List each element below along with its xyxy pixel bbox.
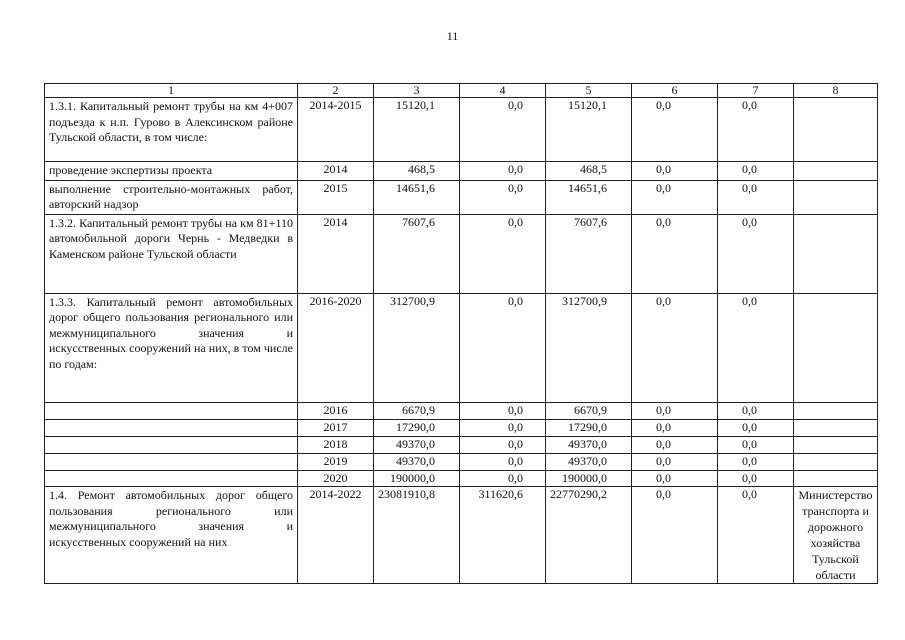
- row-description: [45, 470, 298, 487]
- row-other: 0,0: [718, 419, 794, 436]
- row-total: 15120,1: [374, 98, 460, 162]
- table-row: [45, 487, 878, 584]
- table-row: [45, 436, 878, 453]
- row-federal: 0,0: [460, 214, 546, 293]
- column-header: 6: [632, 84, 718, 98]
- row-federal: 0,0: [460, 98, 546, 162]
- row-federal: 0,0: [460, 293, 546, 402]
- row-other: 0,0: [718, 470, 794, 487]
- page-number: 11: [446, 29, 459, 43]
- column-header: 3: [374, 84, 460, 98]
- row-years: 2019: [298, 453, 374, 470]
- row-local: 0,0: [632, 436, 718, 453]
- row-years: 2020: [298, 470, 374, 487]
- column-header: 2: [298, 84, 374, 98]
- row-other: 0,0: [718, 436, 794, 453]
- row-federal: 0,0: [460, 402, 546, 419]
- table-row: [45, 162, 878, 181]
- row-description: проведение экспертизы проекта: [45, 162, 298, 181]
- row-other: 0,0: [718, 453, 794, 470]
- row-executor: Министерство транспорта и дорожного хозяйства Тульской области: [794, 487, 878, 584]
- row-executor: [794, 453, 878, 470]
- row-local: 0,0: [632, 402, 718, 419]
- row-regional: 312700,9: [546, 293, 632, 402]
- table-row: [45, 98, 878, 162]
- row-years: 2015: [298, 180, 374, 214]
- row-executor: [794, 436, 878, 453]
- row-years: 2017: [298, 419, 374, 436]
- row-executor: [794, 214, 878, 293]
- row-total: 190000,0: [374, 470, 460, 487]
- row-other: 0,0: [718, 98, 794, 162]
- row-executor: [794, 470, 878, 487]
- row-total: 49370,0: [374, 453, 460, 470]
- table-row: [45, 293, 878, 402]
- row-regional: 17290,0: [546, 419, 632, 436]
- row-federal: 0,0: [460, 180, 546, 214]
- row-executor: [794, 180, 878, 214]
- row-total: 49370,0: [374, 436, 460, 453]
- row-regional: 22770290,2: [546, 487, 632, 584]
- table-row: [45, 470, 878, 487]
- row-federal: 311620,6: [460, 487, 546, 584]
- row-other: 0,0: [718, 487, 794, 584]
- row-total: 14651,6: [374, 180, 460, 214]
- row-local: 0,0: [632, 293, 718, 402]
- column-header: 4: [460, 84, 546, 98]
- row-total: 17290,0: [374, 419, 460, 436]
- row-years: 2014: [298, 162, 374, 181]
- row-federal: 0,0: [460, 470, 546, 487]
- row-description: 1.3.3. Капитальный ремонт автомобильных дорог общего пользования регионального или межмуниципального значения и искусственных сооружений на них, в том числе по годам:: [45, 293, 298, 402]
- row-executor: [794, 419, 878, 436]
- row-executor: [794, 293, 878, 402]
- table-row: [45, 214, 878, 293]
- row-executor: [794, 162, 878, 181]
- row-description: выполнение строительно-монтажных работ, авторский надзор: [45, 180, 298, 214]
- row-years: 2014-2022: [298, 487, 374, 584]
- row-local: 0,0: [632, 453, 718, 470]
- row-other: 0,0: [718, 180, 794, 214]
- row-other: 0,0: [718, 162, 794, 181]
- row-description: 1.3.1. Капитальный ремонт трубы на км 4+007 подъезда к н.п. Гурово в Алексинском районе Тульской области, в том числе:: [45, 98, 298, 162]
- row-regional: 7607,6: [546, 214, 632, 293]
- row-local: 0,0: [632, 419, 718, 436]
- row-federal: 0,0: [460, 436, 546, 453]
- table-row: [45, 402, 878, 419]
- row-description: [45, 402, 298, 419]
- column-header: 8: [794, 84, 878, 98]
- row-regional: 15120,1: [546, 98, 632, 162]
- row-local: 0,0: [632, 487, 718, 584]
- row-years: 2018: [298, 436, 374, 453]
- row-description: [45, 436, 298, 453]
- row-local: 0,0: [632, 162, 718, 181]
- row-executor: [794, 98, 878, 162]
- row-years: 2016-2020: [298, 293, 374, 402]
- row-total: 6670,9: [374, 402, 460, 419]
- row-description: 1.3.2. Капитальный ремонт трубы на км 81+110 автомобильной дороги Чернь - Медведки в Каменском районе Тульской области: [45, 214, 298, 293]
- row-other: 0,0: [718, 214, 794, 293]
- row-total: 468,5: [374, 162, 460, 181]
- row-description: 1.4. Ремонт автомобильных дорог общего пользования регионального или межмуниципального значения и искусственных сооружений на них: [45, 487, 298, 584]
- row-regional: 190000,0: [546, 470, 632, 487]
- row-local: 0,0: [632, 214, 718, 293]
- column-header: 7: [718, 84, 794, 98]
- column-header: 5: [546, 84, 632, 98]
- column-header: 1: [45, 84, 298, 98]
- row-local: 0,0: [632, 98, 718, 162]
- row-total: 7607,6: [374, 214, 460, 293]
- row-federal: 0,0: [460, 162, 546, 181]
- row-total: 23081910,8: [374, 487, 460, 584]
- row-regional: 49370,0: [546, 436, 632, 453]
- table-row: [45, 180, 878, 214]
- row-local: 0,0: [632, 180, 718, 214]
- table-row: [45, 453, 878, 470]
- row-regional: 6670,9: [546, 402, 632, 419]
- row-years: 2014: [298, 214, 374, 293]
- row-federal: 0,0: [460, 453, 546, 470]
- row-description: [45, 453, 298, 470]
- row-description: [45, 419, 298, 436]
- row-other: 0,0: [718, 293, 794, 402]
- row-total: 312700,9: [374, 293, 460, 402]
- row-years: 2014-2015: [298, 98, 374, 162]
- row-regional: 49370,0: [546, 453, 632, 470]
- row-other: 0,0: [718, 402, 794, 419]
- budget-table: [44, 83, 878, 584]
- row-regional: 14651,6: [546, 180, 632, 214]
- row-federal: 0,0: [460, 419, 546, 436]
- row-years: 2016: [298, 402, 374, 419]
- header-row: [45, 84, 878, 98]
- row-regional: 468,5: [546, 162, 632, 181]
- row-local: 0,0: [632, 470, 718, 487]
- row-executor: [794, 402, 878, 419]
- table-row: [45, 419, 878, 436]
